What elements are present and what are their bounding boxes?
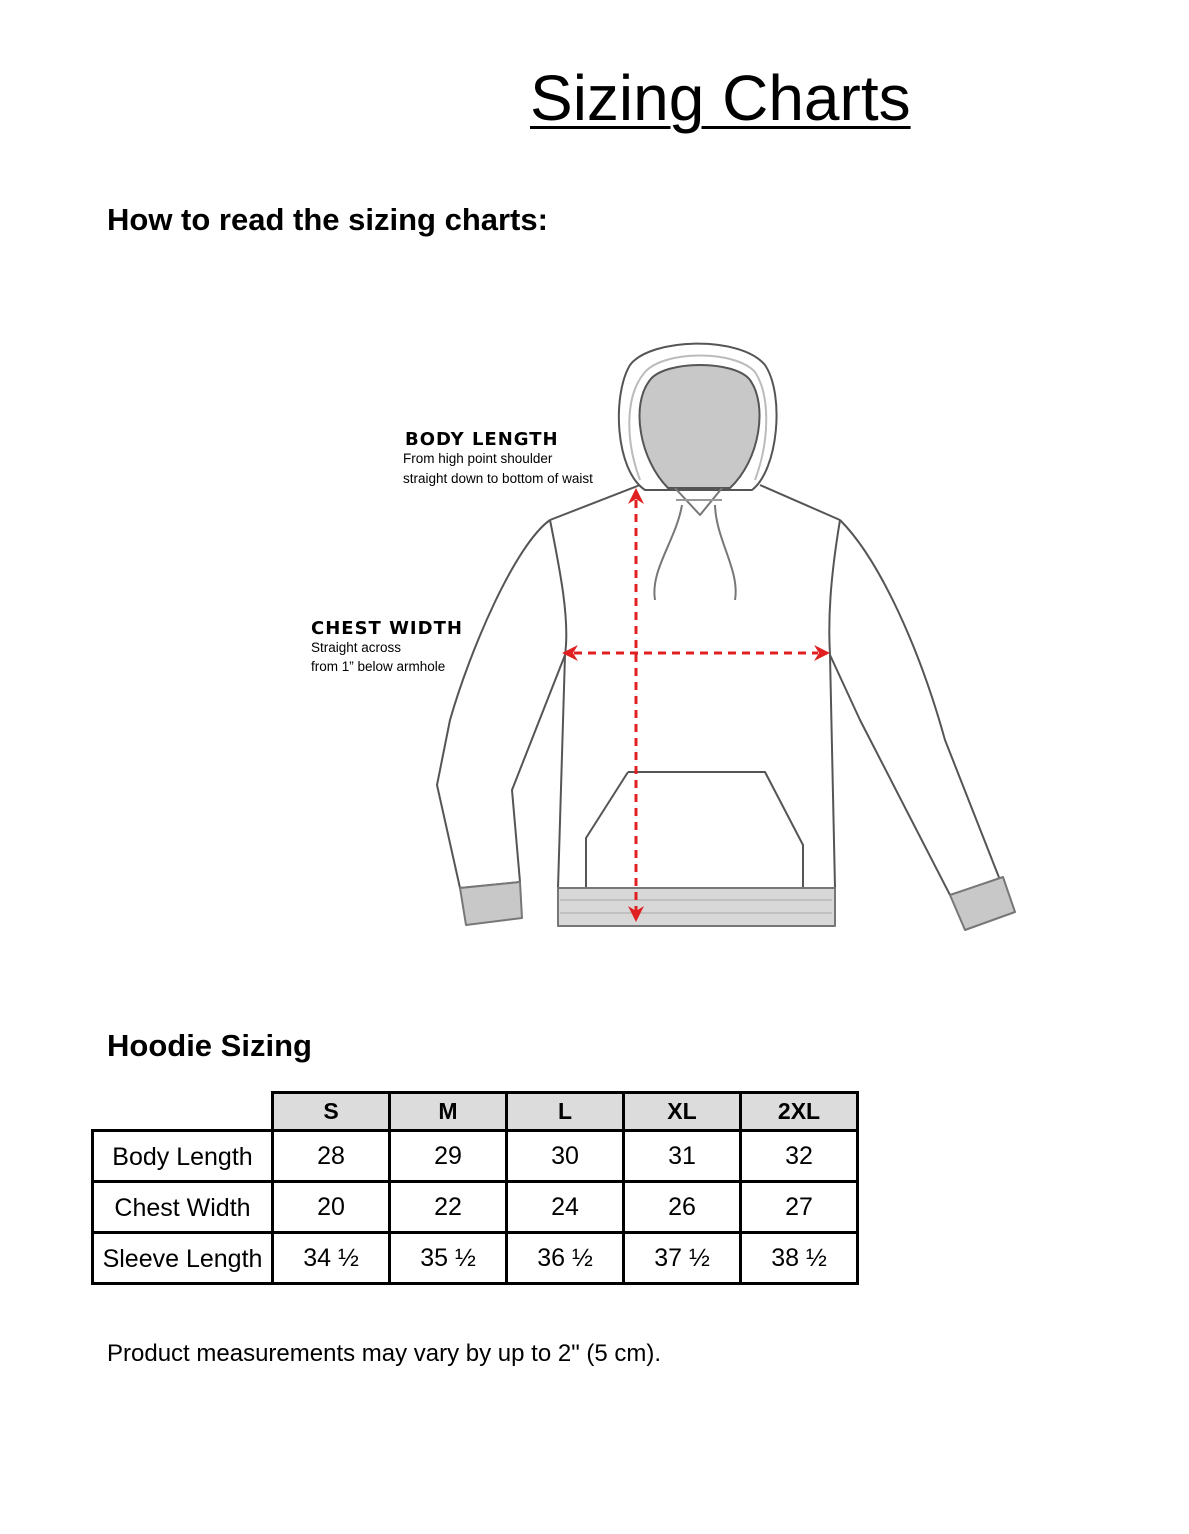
row-label: Chest Width [93, 1182, 273, 1233]
chest-width-label-title: CHEST WIDTH [311, 618, 463, 639]
size-header: XL [624, 1093, 741, 1131]
body-length-label-line1: From high point shoulder [403, 451, 553, 466]
right-cuff [950, 877, 1015, 930]
table-row [93, 1182, 858, 1233]
hoodie-diagram [300, 335, 1030, 940]
table-cell: 20 [273, 1182, 390, 1233]
table-cell: 29 [390, 1131, 507, 1182]
table-cell: 38 ½ [741, 1233, 858, 1284]
table-row [93, 1131, 858, 1182]
drawstring-left [654, 505, 682, 600]
table-cell: 37 ½ [624, 1233, 741, 1284]
right-torso-side [829, 520, 840, 888]
hem-band [558, 888, 835, 926]
drawstring-right [715, 505, 736, 600]
corner-cell [93, 1093, 273, 1131]
hood-opening [640, 365, 760, 488]
right-sleeve [830, 520, 1000, 895]
left-torso-side [550, 520, 566, 888]
table-cell: 36 ½ [507, 1233, 624, 1284]
left-cuff [460, 882, 522, 925]
measurement-note: Product measurements may vary by up to 2" (5 cm). [107, 1340, 662, 1367]
table-cell: 31 [624, 1131, 741, 1182]
size-header: S [273, 1093, 390, 1131]
body-length-label-line2: straight down to bottom of waist [403, 471, 593, 486]
table-row [93, 1233, 858, 1284]
table-cell: 22 [390, 1182, 507, 1233]
table-cell: 26 [624, 1182, 741, 1233]
chest-width-label-line1: Straight across [311, 640, 402, 655]
left-sleeve [437, 520, 565, 888]
how-to-heading: How to read the sizing charts: [107, 202, 548, 237]
hoodie-sizing-heading: Hoodie Sizing [107, 1028, 312, 1063]
table-cell: 28 [273, 1131, 390, 1182]
table-cell: 27 [741, 1182, 858, 1233]
row-label: Body Length [93, 1131, 273, 1182]
size-header: L [507, 1093, 624, 1131]
table-cell: 35 ½ [390, 1233, 507, 1284]
size-header: M [390, 1093, 507, 1131]
body-length-label-title: BODY LENGTH [405, 429, 559, 450]
row-label: Sleeve Length [93, 1233, 273, 1284]
hoodie-size-table [91, 1091, 859, 1285]
table-cell: 24 [507, 1182, 624, 1233]
chest-width-label-line2: from 1” below armhole [311, 659, 446, 674]
page-title: Sizing Charts [530, 62, 911, 134]
table-cell: 34 ½ [273, 1233, 390, 1284]
table-cell: 30 [507, 1131, 624, 1182]
right-shoulder [760, 485, 840, 520]
size-header-row [93, 1093, 858, 1131]
left-shoulder [550, 485, 640, 520]
size-header: 2XL [741, 1093, 858, 1131]
pocket [586, 772, 803, 888]
table-cell: 32 [741, 1131, 858, 1182]
